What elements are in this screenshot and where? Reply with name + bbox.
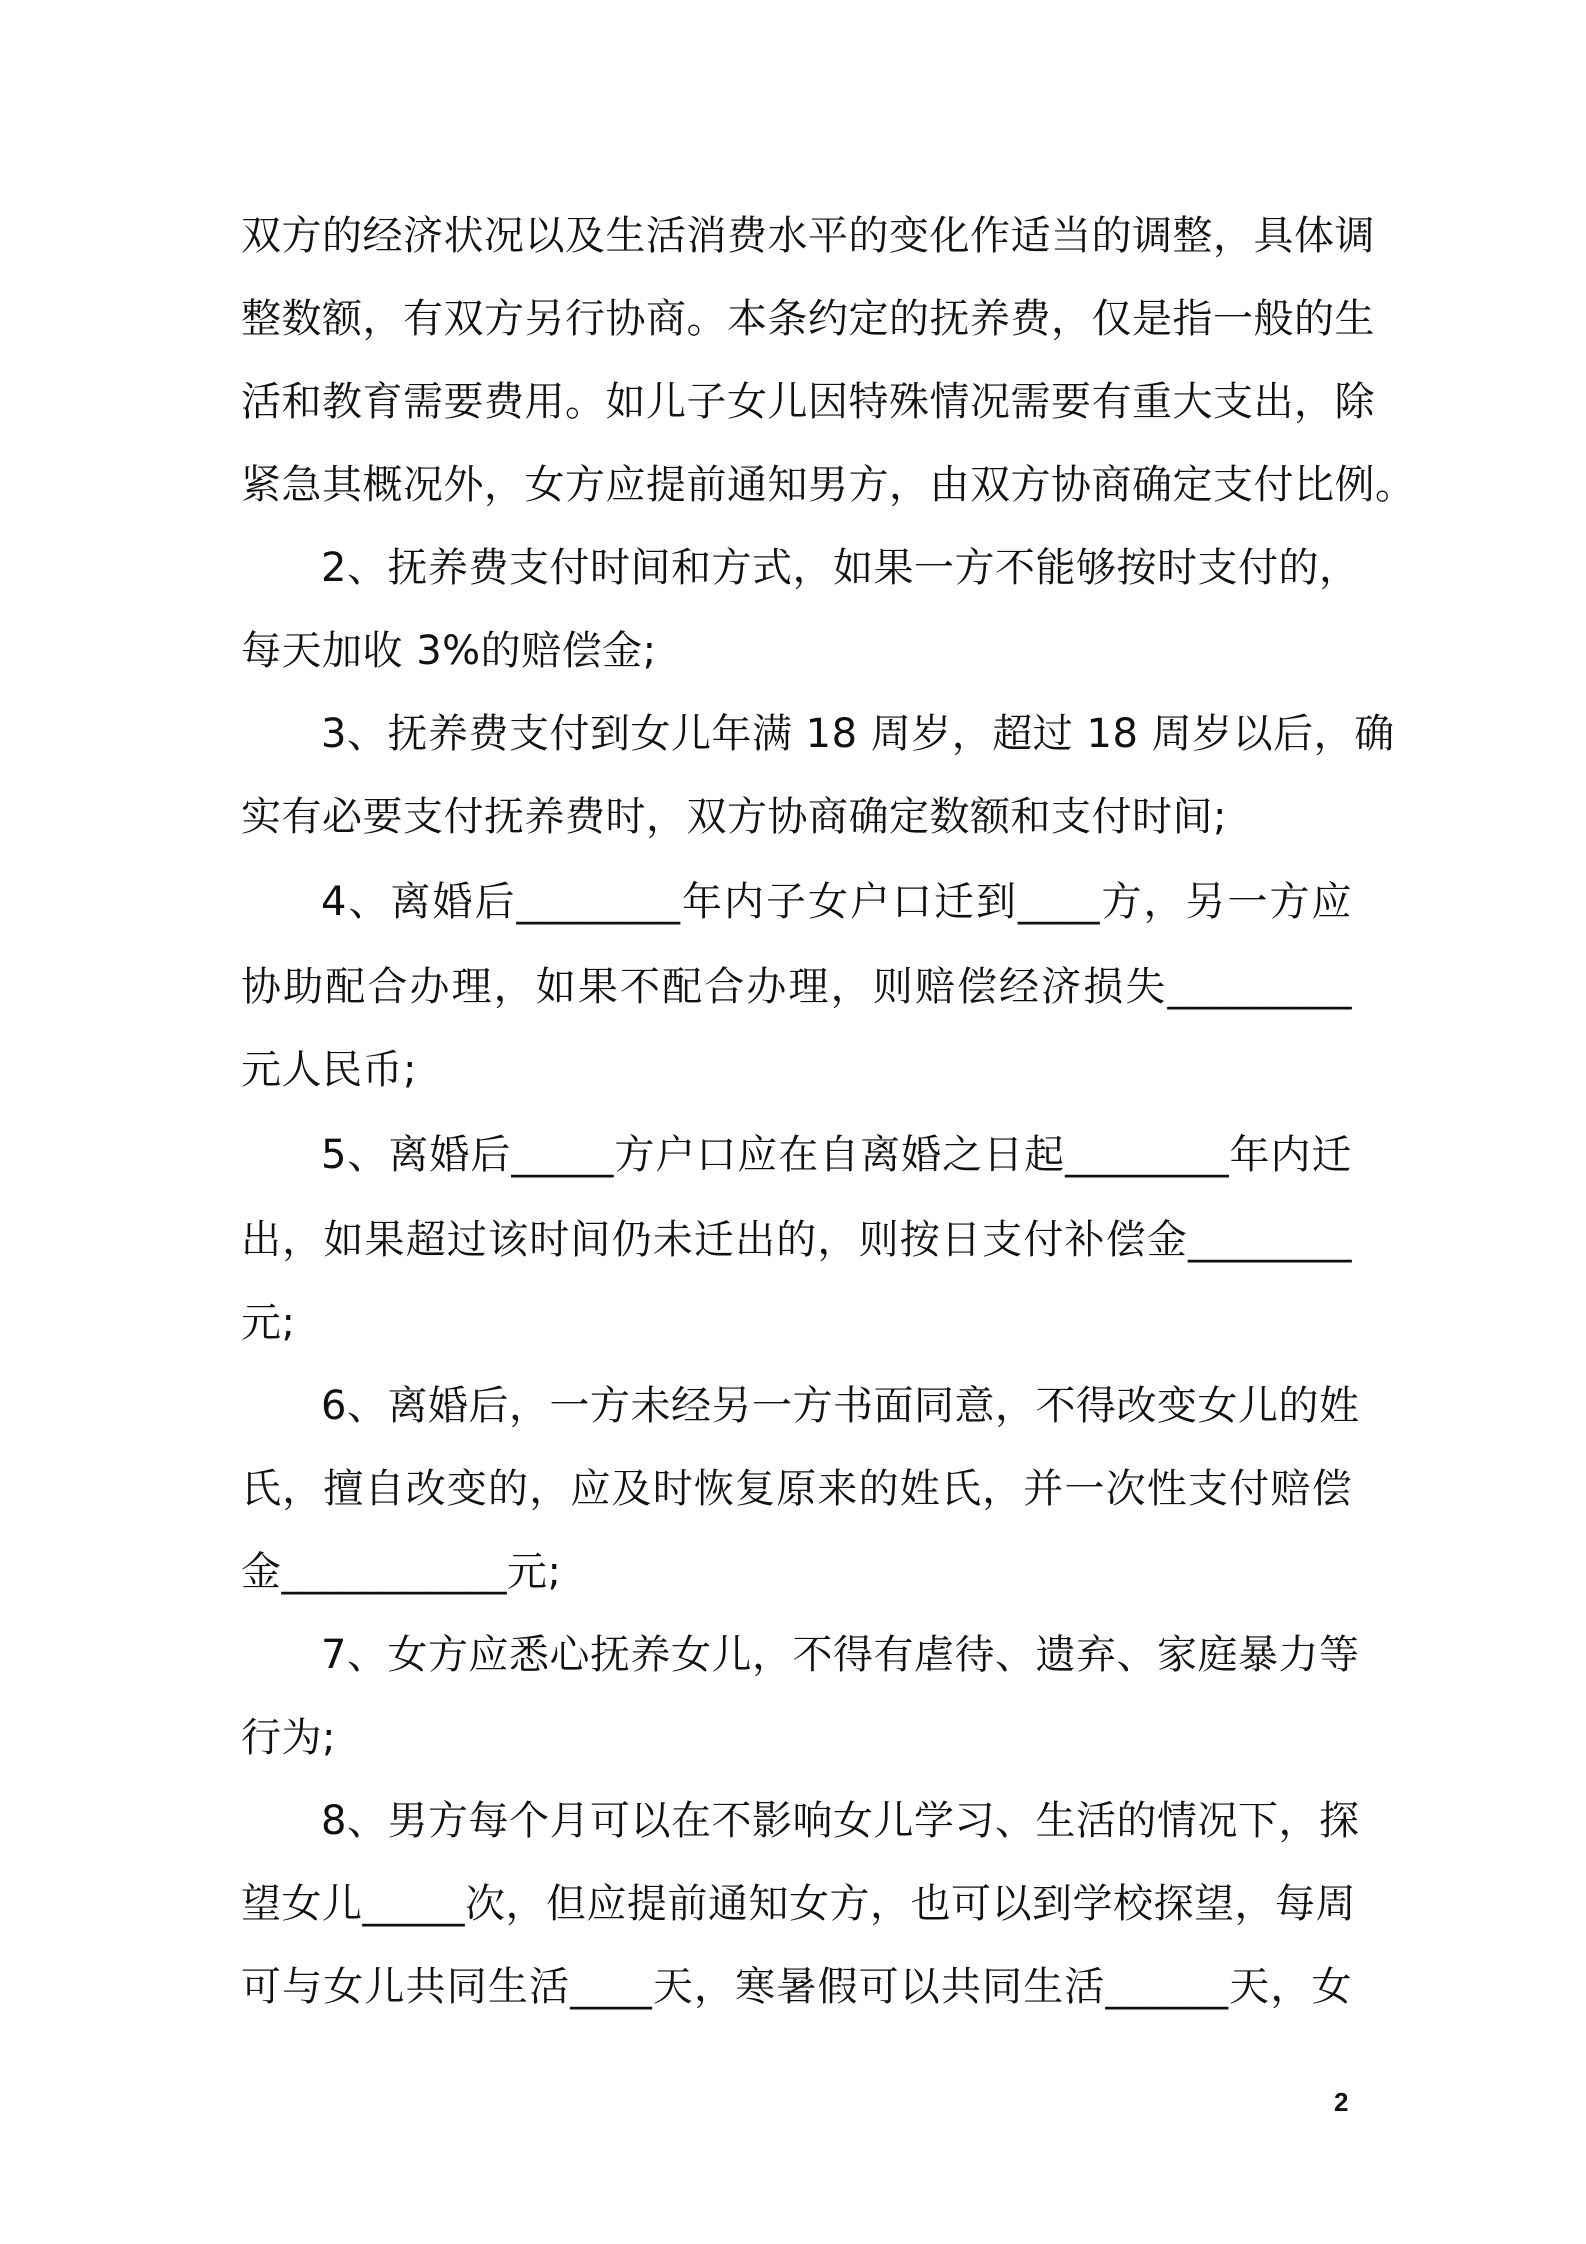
text-line: 氏，擅自改变的，应及时恢复原来的姓氏，并一次性支付赔偿 bbox=[241, 1466, 1352, 1512]
text-line: 活和教育需要费用。如儿子女儿因特殊情况需要有重大支出，除 bbox=[241, 379, 1375, 425]
text-line: 3、抚养费支付到女儿年满 18 周岁，超过 18 周岁以后，确 bbox=[321, 711, 1395, 757]
text-line: 行为; bbox=[241, 1715, 336, 1761]
text-line: 望女儿_____次，但应提前通知女方，也可以到学校探望，每周 bbox=[241, 1881, 1356, 1927]
text-line: 紧急其概况外，女方应提前通知男方，由双方协商确定支付比例。 bbox=[241, 462, 1416, 508]
text-line: 实有必要支付抚养费时，双方协商确定数额和支付时间; bbox=[241, 794, 1227, 840]
text-line: 整数额，有双方另行协商。本条约定的抚养费，仅是指一般的生 bbox=[241, 296, 1375, 342]
document-body bbox=[241, 195, 1416, 2029]
text-line: 5、离婚后_____方户口应在自离婚之日起________年内迁 bbox=[321, 1132, 1352, 1178]
text-line: 7、女方应悉心抚养女儿，不得有虐待、遗弃、家庭暴力等 bbox=[321, 1632, 1360, 1678]
text-line: 4、离婚后________年内子女户口迁到____方，另一方应 bbox=[321, 879, 1352, 925]
text-line: 8、男方每个月可以在不影响女儿学习、生活的情况下，探 bbox=[321, 1798, 1360, 1844]
text-line: 元; bbox=[241, 1300, 296, 1346]
text-line: 2、抚养费支付时间和方式，如果一方不能够按时支付的， bbox=[321, 545, 1360, 591]
page-number: 2 bbox=[1334, 2087, 1349, 2117]
text-line: 双方的经济状况以及生活消费水平的变化作适当的调整，具体调 bbox=[241, 213, 1375, 259]
text-line: 协助配合办理，如果不配合办理，则赔偿经济损失_________ bbox=[241, 964, 1352, 1010]
text-line: 可与女儿共同生活____天，寒暑假可以共同生活______天，女 bbox=[241, 1964, 1352, 2010]
text-line: 元人民币; bbox=[241, 1047, 417, 1093]
text-line: 6、离婚后，一方未经另一方书面同意，不得改变女儿的姓 bbox=[321, 1383, 1360, 1429]
text-line: 金___________元; bbox=[241, 1549, 562, 1595]
text-line: 每天加收 3%的赔偿金; bbox=[241, 628, 657, 674]
text-line: 出，如果超过该时间仍未迁出的，则按日支付补偿金________ bbox=[241, 1217, 1352, 1263]
